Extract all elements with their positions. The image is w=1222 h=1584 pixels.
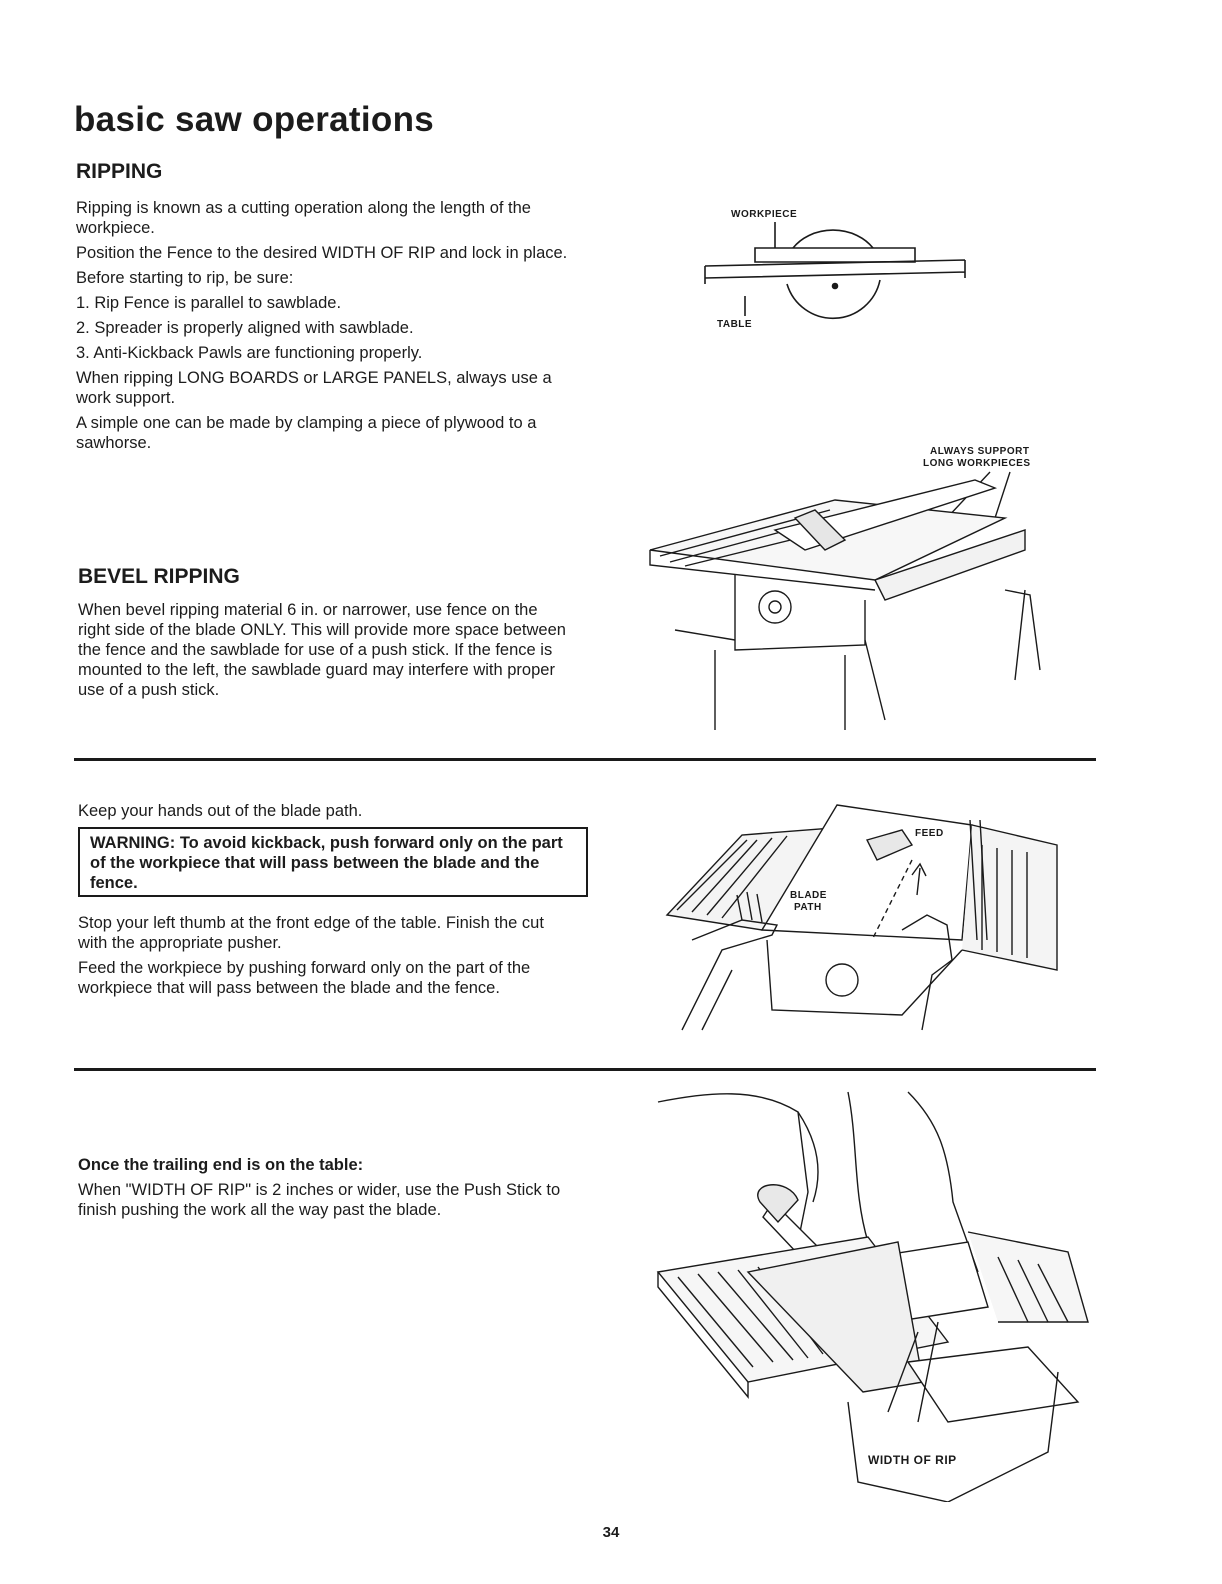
- bevel-ripping-heading: BEVEL RIPPING: [78, 565, 240, 588]
- trailing-end-heading: Once the trailing end is on the table:: [78, 1156, 364, 1174]
- section2-paragraph: Stop your left thumb at the front edge of the table. Finish the cut with the appropriate pusher.: [78, 914, 544, 952]
- support-label-line2: LONG WORKPIECES: [923, 458, 1031, 469]
- long-workpiece-figure: [645, 440, 1065, 730]
- checklist-item: 2. Spreader is properly aligned with sawblade.: [76, 319, 414, 337]
- ripping-paragraph: Position the Fence to the desired WIDTH OF RIP and lock in place.: [76, 244, 568, 262]
- workpiece-blade-figure: [695, 200, 975, 340]
- ripping-heading: RIPPING: [76, 160, 163, 183]
- section2-paragraph: Feed the workpiece by pushing forward only on the part of the workpiece that will pass between the blade and the fence.: [78, 959, 531, 997]
- bevel-ripping-paragraph: When bevel ripping material 6 in. or narrower, use fence on the right side of the blade ONLY. This will provide more space between the fence and the sawblade for use of a push stick. If the fence is mounted to the left, the sawblade guard may interfere with proper use of a push stick.: [78, 601, 566, 699]
- blade-path-label-line2: PATH: [794, 902, 822, 913]
- blade-path-label-line1: BLADE: [790, 890, 827, 901]
- page-title: basic saw operations: [74, 100, 435, 139]
- ripping-paragraph: When ripping LONG BOARDS or LARGE PANELS, always use a work support.: [76, 369, 552, 407]
- checklist-item: 1. Rip Fence is parallel to sawblade.: [76, 294, 342, 312]
- ripping-paragraph: Ripping is known as a cutting operation along the length of the workpiece.: [76, 199, 531, 237]
- page-number: 34: [602, 1524, 620, 1541]
- feed-label: FEED: [915, 828, 944, 839]
- workpiece-label: WORKPIECE: [731, 209, 798, 220]
- warning-text: WARNING: To avoid kickback, push forward only on the part of the workpiece that will pass between the blade and the fence.: [90, 834, 563, 892]
- ripping-text: [76, 198, 576, 458]
- table-label: TABLE: [717, 319, 753, 330]
- hands-note: Keep your hands out of the blade path.: [78, 802, 363, 820]
- ripping-paragraph: A simple one can be made by clamping a piece of plywood to a sawhorse.: [76, 414, 537, 452]
- push-stick-paragraph: When "WIDTH OF RIP" is 2 inches or wider, use the Push Stick to finish pushing the work all the way past the blade.: [78, 1181, 561, 1219]
- warning-box: [78, 827, 588, 897]
- width-of-rip-label: WIDTH OF RIP: [868, 1453, 957, 1467]
- ripping-paragraph: Before starting to rip, be sure:: [76, 269, 294, 287]
- section2-text: [78, 913, 576, 1003]
- checklist-item: 3. Anti-Kickback Pawls are functioning properly.: [76, 344, 423, 362]
- push-stick-figure: [648, 1082, 1108, 1502]
- section-divider: [74, 1068, 1096, 1071]
- support-label-line1: ALWAYS SUPPORT: [930, 446, 1030, 457]
- feed-workpiece-figure: [662, 800, 1062, 1040]
- section-divider: [74, 758, 1096, 761]
